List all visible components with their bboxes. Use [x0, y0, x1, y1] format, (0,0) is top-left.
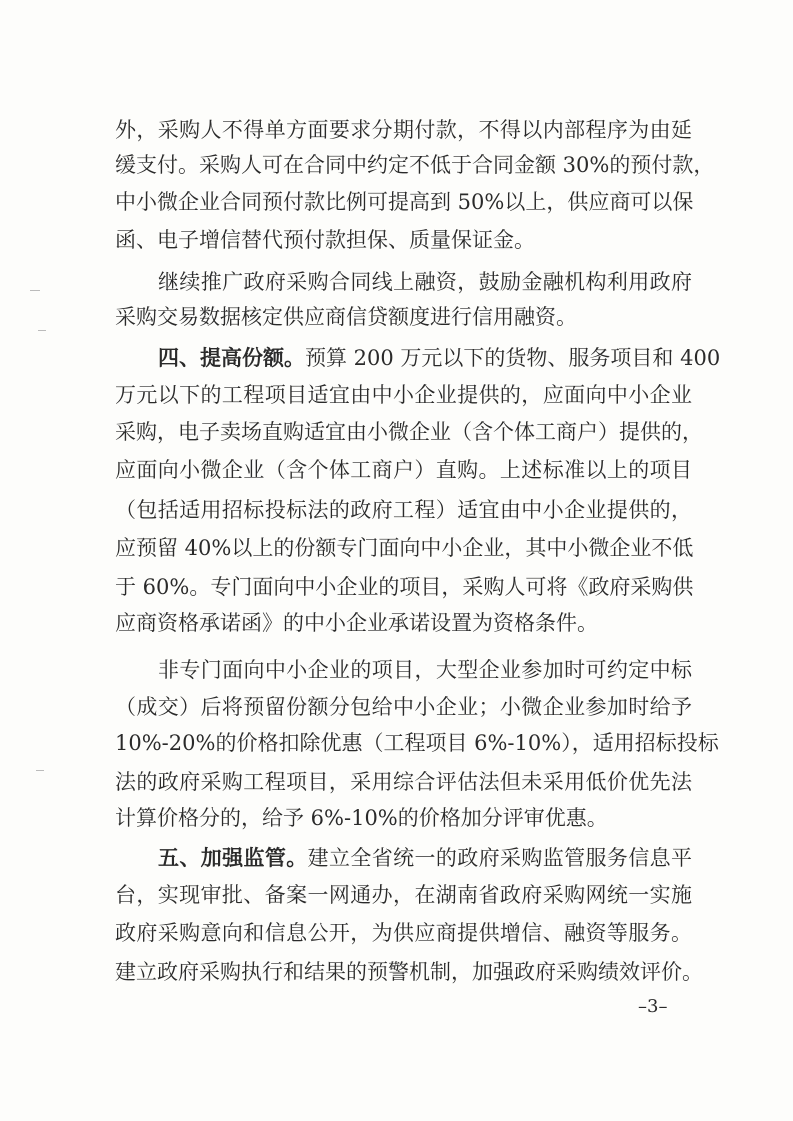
text-line: （成交）后将预留份额分包给中小企业；小微企业参加时给予 [115, 695, 692, 719]
section-4-first-line [158, 345, 721, 371]
section-5-first-line [158, 845, 692, 871]
scan-mark [38, 330, 46, 331]
text-line: 外，采购人不得单方面要求分期付款，不得以内部程序为由延 [115, 118, 692, 142]
text-line: 政府采购意向和信息公开，为供应商提供增信、融资等服务。 [115, 921, 692, 945]
text-line: 中小微企业合同预付款比例可提高到 50%以上，供应商可以保 [115, 190, 694, 214]
text-span: 建立全省统一的政府采购监管服务信息平 [307, 846, 692, 870]
section-4-heading: 四、提高份额。 [158, 346, 305, 370]
text-line: 建立政府采购执行和结果的预警机制，加强政府采购绩效评价。 [115, 960, 703, 984]
text-line: 万元以下的工程项目适宜由中小企业提供的，应面向中小企业 [115, 383, 692, 407]
scan-mark [36, 770, 44, 771]
text-line: 10%-20%的价格扣除优惠（工程项目 6%-10%），适用招标投标 [115, 731, 719, 755]
text-line: 应预留 40%以上的份额专门面向中小企业，其中小微企业不低 [115, 536, 694, 560]
page-number: –3– [638, 996, 668, 1017]
section-5-heading: 五、加强监管。 [158, 846, 308, 870]
text-line: 法的政府采购工程项目，采用综合评估法但未采用低价优先法 [115, 770, 692, 794]
text-line: 采购交易数据核定供应商信贷额度进行信用融资。 [115, 305, 577, 329]
scan-mark [30, 290, 40, 291]
text-line: 计算价格分的，给予 6%-10%的价格加分评审优惠。 [115, 806, 608, 830]
text-span: 预算 200 万元以下的货物、服务项目和 400 [305, 346, 721, 370]
text-line: 采购，电子卖场直购适宜由小微企业（含个体工商户）提供的， [115, 420, 703, 444]
text-line: 函、电子增信替代预付款担保、质量保证金。 [115, 228, 535, 252]
text-line: （包括适用招标投标法的政府工程）适宜由中小企业提供的， [115, 498, 692, 522]
text-line: 台，实现审批、备案一网通办，在湖南省政府采购网统一实施 [115, 883, 692, 907]
text-line: 应商资格承诺函》的中小企业承诺设置为资格条件。 [115, 611, 598, 635]
text-line: 缓支付。采购人可在合同中约定不低于合同金额 30%的预付款， [115, 153, 715, 177]
paragraph-first-line: 继续推广政府采购合同线上融资，鼓励金融机构利用政府 [158, 270, 692, 294]
text-line: 于 60%。专门面向中小企业的项目，采购人可将《政府采购供 [115, 575, 694, 599]
paragraph-first-line: 非专门面向中小企业的项目，大型企业参加时可约定中标 [158, 658, 692, 682]
text-line: 应面向小微企业（含个体工商户）直购。上述标准以上的项目 [115, 458, 692, 482]
